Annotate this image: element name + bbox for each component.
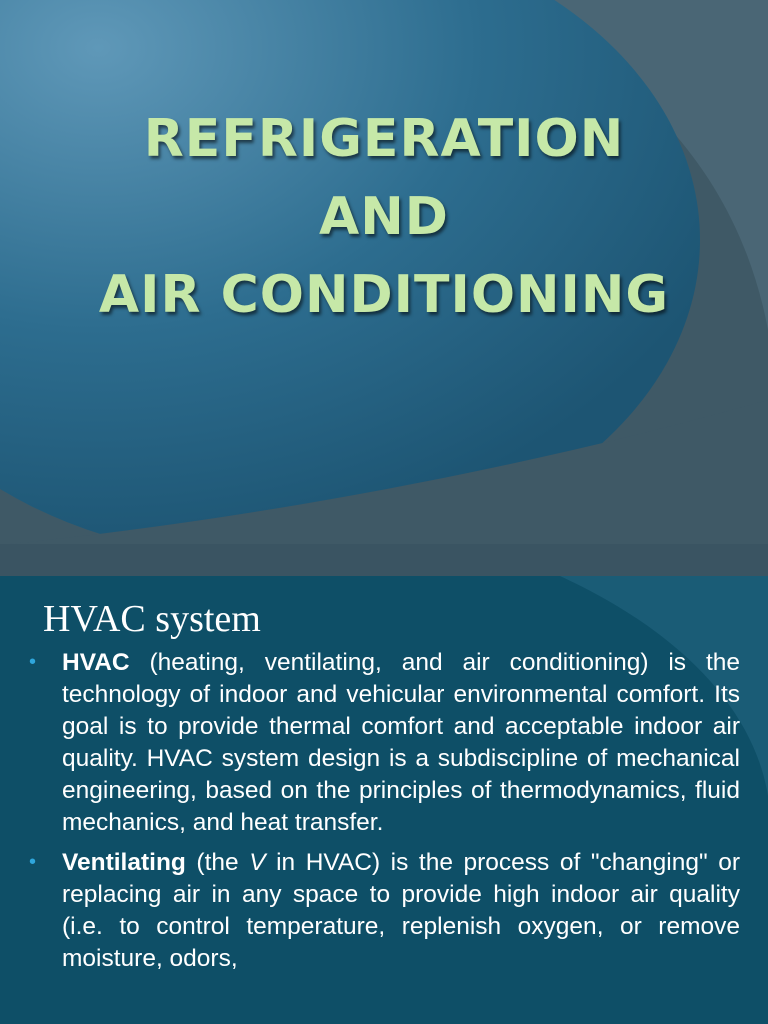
bullet-list (0, 647, 768, 983)
bullet-dot-icon: • (29, 851, 37, 873)
bullet-hvac-term: HVAC (62, 649, 130, 676)
bullet-ventilating (29, 847, 740, 975)
title-block (0, 100, 768, 334)
content-slide (0, 576, 768, 1024)
bullet-hvac (29, 647, 740, 839)
bullet-hvac-body: (heating, ventilating, and air conditioning) is the technology of indoor and vehicular environmental comfort. Its goal is to provide thermal comfort and acceptable indoor air quality. HVAC system design is a subdiscipline of mechanical engineering, based on the principles of thermodynamics, fluid mechanics, and heat transfer. (62, 649, 740, 836)
bullet-dot-icon: • (29, 651, 37, 673)
bullet-ventilating-term: Ventilating (62, 849, 186, 876)
content-heading: HVAC system (43, 598, 261, 640)
title-line-2: AND (319, 187, 449, 247)
bullet-ventilating-lead: (the (185, 849, 250, 876)
bullet-ventilating-body: in HVAC) is the process of "changing" or replacing air in any space to provide high indoor air quality (i.e. to control temperature, replenish oxygen, or remove moisture, odors, (62, 849, 740, 972)
bullet-ventilating-emph: V (249, 849, 266, 876)
title-line-3: AIR CONDITIONING (98, 265, 670, 325)
title-line-1: REFRIGERATION (143, 109, 625, 169)
